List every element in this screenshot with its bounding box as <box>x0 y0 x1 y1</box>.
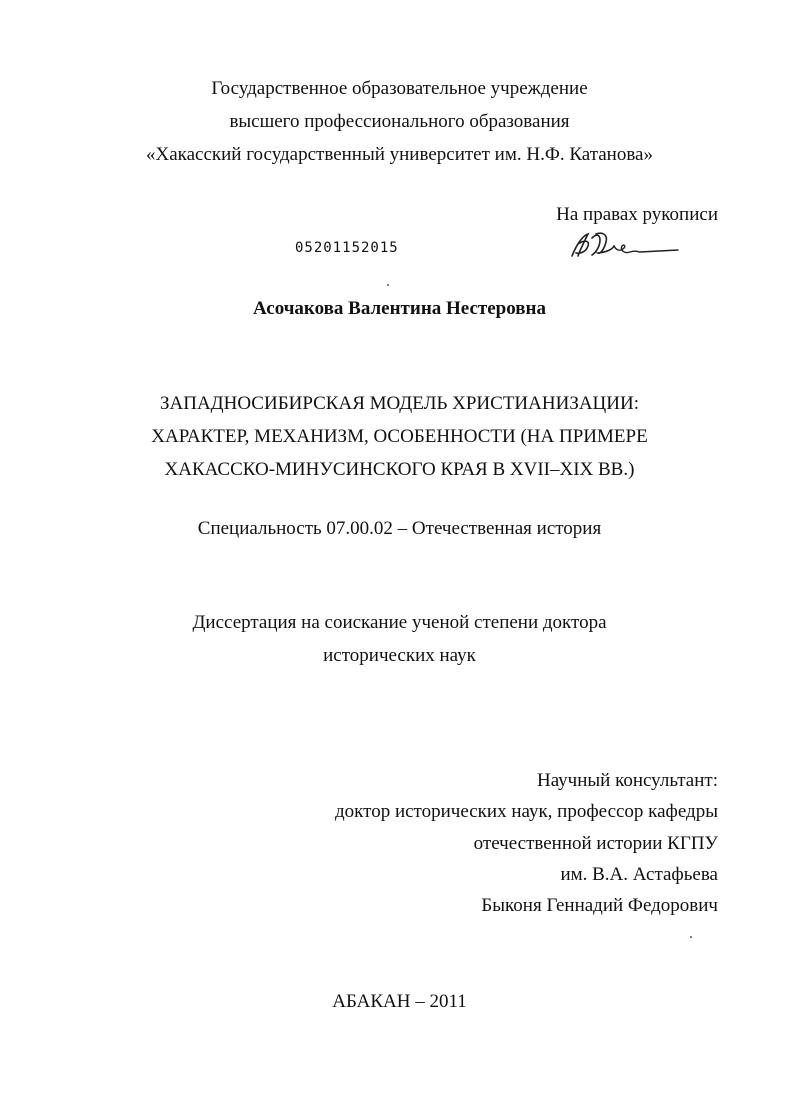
scan-speck <box>387 284 389 286</box>
specialty: Специальность 07.00.02 – Отечественная история <box>197 518 602 539</box>
title-line-1: ЗАПАДНОСИБИРСКАЯ МОДЕЛЬ ХРИСТИАНИЗАЦИИ: <box>159 393 640 414</box>
place-and-year: АБАКАН – 2011 <box>332 991 467 1012</box>
consultant-heading: Научный консультант: <box>536 770 718 791</box>
manuscript-note: На правах рукописи <box>556 204 718 225</box>
author-name: Асочакова Валентина Нестеровна <box>253 298 546 319</box>
title-line-2: ХАРАКТЕР, МЕХАНИЗМ, ОСОБЕННОСТИ (НА ПРИМЕРЕ <box>151 426 648 447</box>
handwritten-signature <box>566 228 682 264</box>
consultant-line-2: отечественной истории КГПУ <box>473 833 718 854</box>
document-code: 05201152015 <box>295 240 399 256</box>
consultant-line-3: им. В.А. Астафьева <box>560 864 718 885</box>
title-line-3: ХАКАССКО-МИНУСИНСКОГО КРАЯ В XVII–XIX ВВ.) <box>164 459 635 480</box>
scan-speck <box>690 936 692 938</box>
degree-line-2: исторических наук <box>323 645 476 666</box>
consultant-name: Быконя Геннадий Федорович <box>481 895 718 916</box>
degree-line-1: Диссертация на соискание ученой степени доктора <box>192 612 607 633</box>
institution-line-2: высшего профессионального образования <box>229 111 570 132</box>
consultant-line-1: доктор исторических наук, профессор кафедры <box>335 801 718 822</box>
institution-line-3: «Хакасский государственный университет им. Н.Ф. Катанова» <box>146 144 653 165</box>
institution-line-1: Государственное образовательное учреждение <box>211 78 588 99</box>
